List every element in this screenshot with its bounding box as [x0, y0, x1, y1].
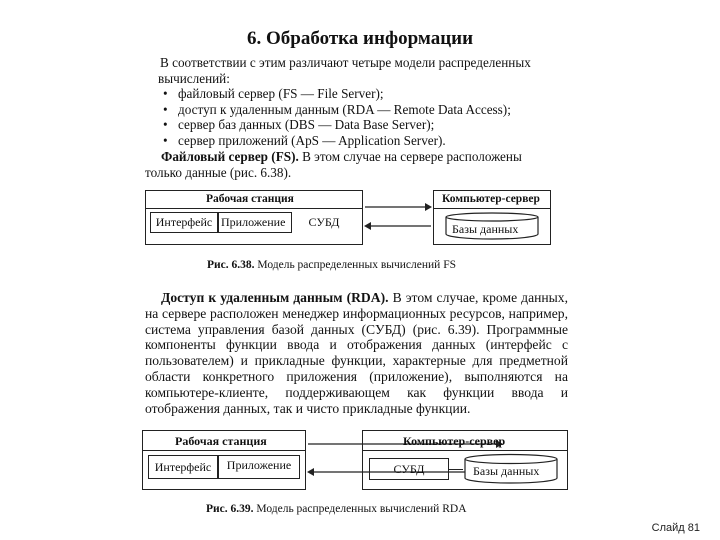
server-box [433, 190, 551, 245]
application-cell: Приложение [218, 212, 292, 233]
workstation-box [145, 190, 363, 245]
caption-number: Рис. 6.39. [206, 503, 254, 515]
list-item: • файловый сервер (FS — File Server); [158, 86, 558, 102]
figure-rda-caption [206, 503, 467, 515]
rda-text: В этом случае, кроме данных, на сервере расположен менеджер информационных ресурсов, например, система управления базой данных (СУБД) (рис. 6.39). Программные компоненты функции ввода и отображения данных (интерфейс с пользователем) и прикладные функции, характерные для предметной области конкретного приложения (приложение), выполняются на компьютере-клиенте, поддерживающем как функции ввода и отображения данных, так и чисто прикладные функции. [145, 290, 568, 416]
interface-cell: Интерфейс [148, 455, 218, 479]
caption-number: Рис. 6.38. [207, 259, 255, 271]
rda-paragraph [145, 290, 568, 416]
fs-text: В этом случае на сервере расположены только данные (рис. 6.38). [145, 149, 522, 180]
caption-text: Модель распределенных вычислений FS [254, 259, 457, 271]
workstation-label: Рабочая станция [206, 193, 294, 205]
figure-fs [145, 190, 555, 252]
list-item: • доступ к удаленным данным (RDA — Remote Data Access); [158, 102, 558, 118]
dbms-cell: СУБД [369, 458, 449, 480]
interface-cell: Интерфейс [150, 212, 218, 233]
page-title: 6. Обработка информации [246, 28, 474, 49]
models-list [158, 86, 558, 148]
databases-label: Базы данных [452, 222, 519, 236]
workstation-box [142, 430, 306, 490]
dbms-cell: СУБД [308, 215, 340, 229]
list-item: • сервер баз данных (DBS — Data Base Server); [158, 117, 558, 133]
caption-text: Модель распределенных вычислений RDA [253, 503, 467, 515]
rda-heading: Доступ к удаленным данным (RDA). [161, 290, 389, 305]
server-box [362, 430, 568, 490]
application-cell: Приложение [218, 455, 300, 479]
slide-number: Слайд 81 [651, 522, 700, 534]
server-label: Компьютер-сервер [442, 193, 540, 205]
workstation-label: Рабочая станция [175, 434, 267, 448]
fs-paragraph [145, 149, 545, 180]
list-item: • сервер приложений (ApS — Application Server). [158, 133, 558, 149]
intro-text: В соответствии с этим различают четыре модели распределенных вычислений: [158, 55, 531, 86]
figure-fs-caption [207, 259, 456, 271]
fs-arrows [363, 190, 433, 250]
intro-block [158, 55, 558, 148]
server-label: Компьютер-сервер [403, 434, 506, 448]
databases-label: Базы данных [473, 464, 540, 478]
fs-heading: Файловый сервер (FS). [161, 149, 299, 164]
